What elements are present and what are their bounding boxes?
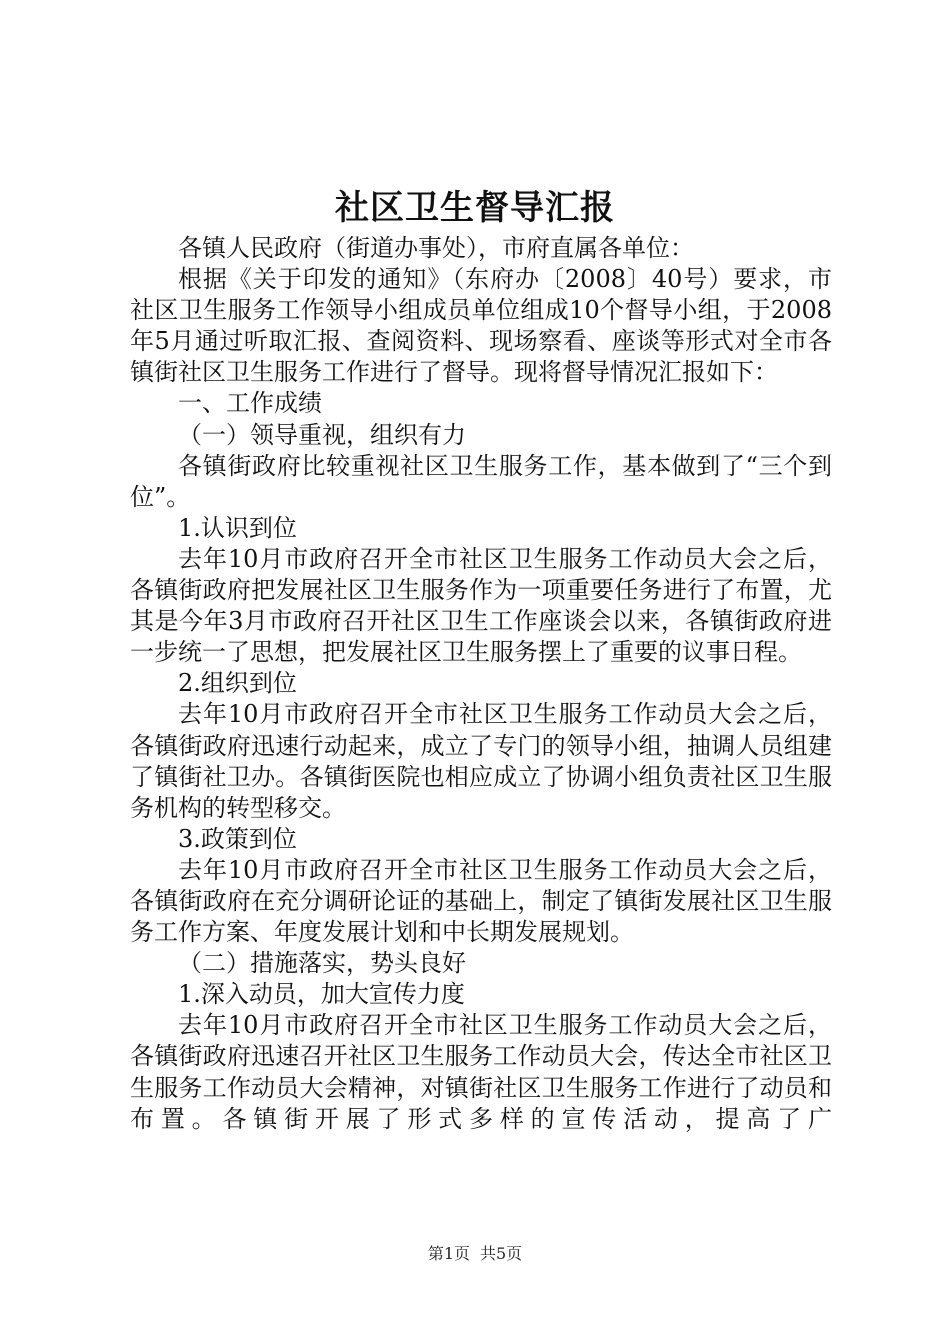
paragraph-item-2: 去年10月市政府召开全市社区卫生服务工作动员大会之后，各镇街政府迅速行动起来，成立了专门的领导小组，抽调人员组建了镇街社卫办。各镇街医院也相应成立了协调小组负责社区卫生服务机构的转型移交。 bbox=[130, 700, 832, 822]
document-title: 社区卫生督导汇报 bbox=[335, 188, 615, 228]
paragraph-item-1: 去年10月市政府召开全市社区卫生服务工作动员大会之后，各镇街政府把发展社区卫生服务作为一项重要任务进行了布置，尤其是今年3月市政府召开社区卫生工作座谈会以来，各镇街政府进一步统一了思想，把发展社区卫生服务摆上了重要的议事日程。 bbox=[130, 544, 832, 667]
heading-subsection-1: （一）领导重视，组织有力 bbox=[178, 420, 466, 449]
heading-item-2: 2.组织到位 bbox=[178, 669, 297, 698]
heading-subsection-2: （二）措施落实，势头良好 bbox=[178, 949, 466, 978]
heading-section-1: 一、工作成绩 bbox=[178, 389, 322, 418]
heading-item-1: 1.认识到位 bbox=[178, 513, 297, 542]
heading-item-3: 3.政策到位 bbox=[178, 824, 297, 853]
heading-item-2-1: 1.深入动员，加大宣传力度 bbox=[178, 980, 465, 1009]
paragraph-three-positions: 各镇街政府比较重视社区卫生服务工作，基本做到了“三个到位”。 bbox=[130, 451, 832, 511]
paragraph-intro: 根据《关于印发的通知》（东府办〔2008〕40号）要求，市社区卫生服务工作领导小组成员单位组成10个督导小组，于2008年5月通过听取汇报、查阅资料、现场察看、座谈等形式对全市各镇街社区卫生服务工作进行了督导。现将督导情况汇报如下： bbox=[130, 265, 832, 387]
page-total: 共5页 bbox=[480, 1244, 523, 1263]
paragraph-salutation: 各镇人民政府（街道办事处），市府直属各单位： bbox=[178, 234, 694, 262]
page-footer bbox=[0, 1243, 950, 1265]
document-body bbox=[130, 233, 832, 1135]
page-number: 第1页 bbox=[427, 1244, 470, 1263]
paragraph-item-3: 去年10月市政府召开全市社区卫生服务工作动员大会之后，各镇街政府在充分调研论证的基础上，制定了镇街发展社区卫生服务工作方案、年度发展计划和中长期发展规划。 bbox=[130, 855, 832, 947]
paragraph-item-2-1: 去年10月市政府召开全市社区卫生服务工作动员大会之后，各镇街政府迅速召开社区卫生服务工作动员大会，传达全市社区卫生服务工作动员大会精神，对镇街社区卫生服务工作进行了动员和布置。各镇街开展了形式多样的宣传活动，提高了广 bbox=[130, 1011, 832, 1133]
